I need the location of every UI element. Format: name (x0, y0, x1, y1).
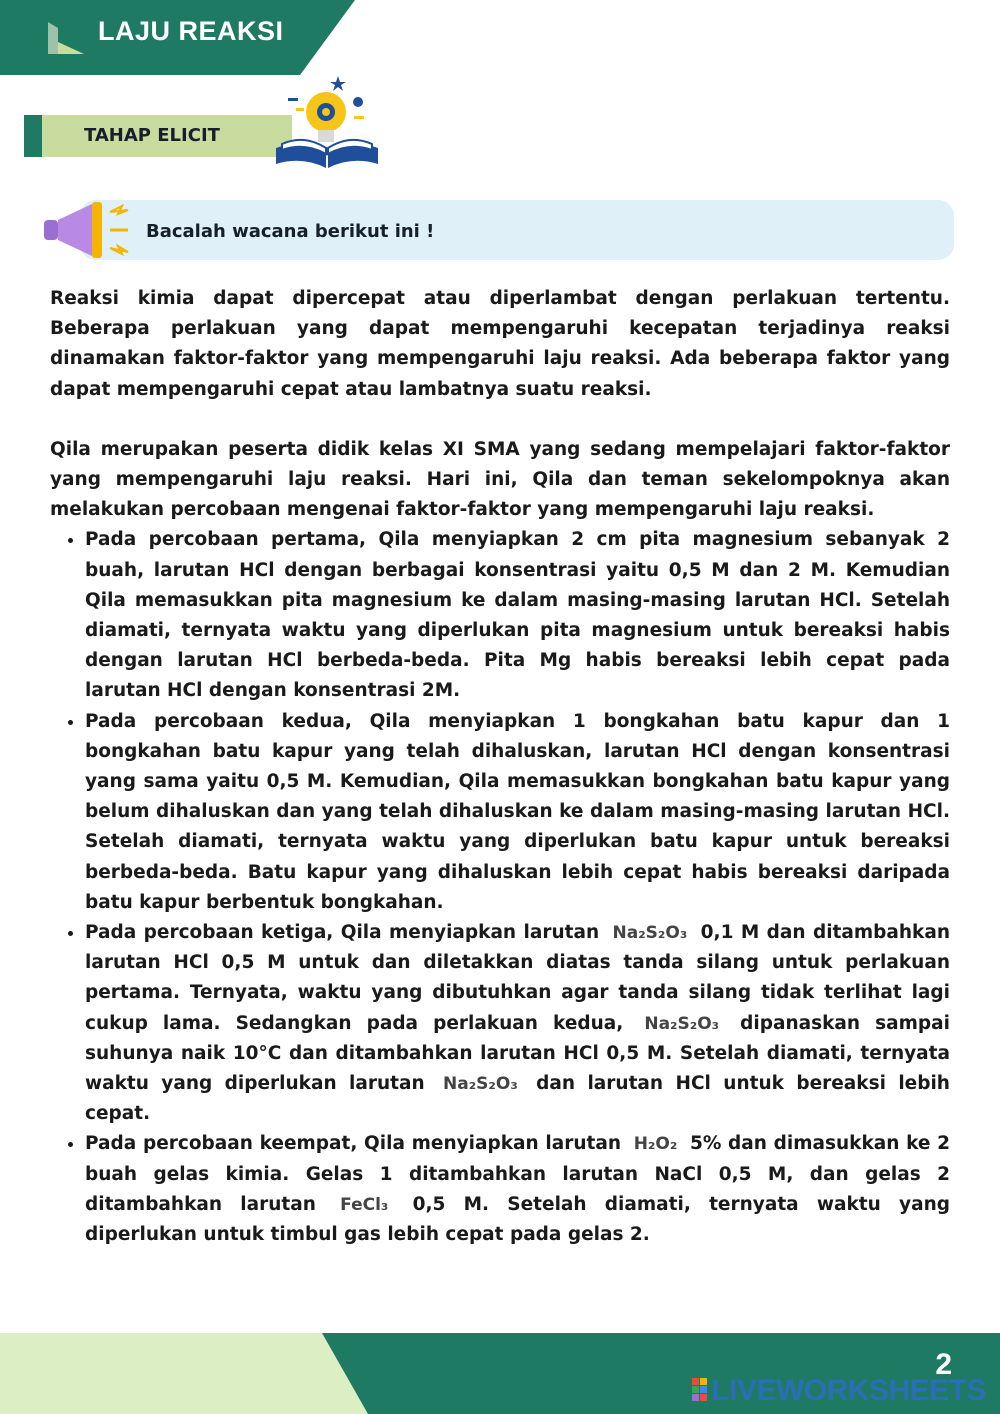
instruction-text: Bacalah wacana berikut ini ! (146, 221, 435, 242)
stage-bar (24, 115, 292, 157)
list-item-experiment-1: • Pada percobaan pertama, Qila menyiapkan 2 cm pita magnesium sebanyak 2 buah, larutan HCl dengan berbagai konsentrasi yaitu 0,5 M dan 2 M. Kemudian Qila memasukkan pita magnesium ke dalam masing-masing larutan HCl. Setelah diamati, ternyata waktu yang diperlukan pita magnesium untuk bereaksi habis dengan larutan HCl berbeda-beda. Pita Mg habis bereaksi lebih cepat pada larutan HCl dengan konsentrasi 2M. (85, 525, 950, 706)
experiment-3-text-2: 0,1 M dan ditambahkan larutan HCl 0,5 M untuk dan diletakkan diatas tanda silang untuk perlakuan pertama. Ternyata, waktu yang dibutuhkan agar tanda silang tidak terlihat lagi cukup lama. Sedangkan pada perlakuan kedua, (85, 922, 950, 1034)
list-item-experiment-3 (85, 918, 950, 1129)
formula-thiosulfate: Na₂S₂O₃ (644, 1013, 720, 1034)
formula-iron-chloride: FeCl₃ (340, 1194, 389, 1215)
experiment-list (50, 525, 950, 1250)
paragraph-intro: Reaksi kimia dapat dipercepat atau diperlambat dengan perlakuan tertentu. Beberapa perlakuan yang dapat mempengaruhi kecepatan terjadinya reaksi dinamakan faktor-faktor yang mempengaruhi laju reaksi. Ada beberapa faktor yang dapat mempengaruhi cepat atau lambatnya suatu reaksi. (50, 288, 950, 400)
stage-accent (24, 115, 42, 157)
list-item-experiment-4 (85, 1129, 950, 1250)
page-number: 2 (935, 1348, 952, 1381)
stage-label: TAHAP ELICIT (84, 125, 220, 146)
formula-thiosulfate: Na₂S₂O₃ (612, 923, 688, 944)
lightbulb-book-icon (268, 68, 386, 178)
experiment-3-text-4: dan larutan HCl untuk bereaksi lebih cepat. (85, 1073, 950, 1125)
megaphone-icon (40, 196, 140, 266)
experiment-3-text-1: Pada percobaan ketiga, Qila menyiapkan larutan (85, 922, 600, 944)
page-title: LAJU REAKSI (98, 16, 284, 46)
paragraph-context: Qila merupakan peserta didik kelas XI SMA yang sedang mempelajari faktor-faktor yang mempengaruhi laju reaksi. Hari ini, Qila dan teman sekelompoknya akan melakukan percobaan mengenai faktor-faktor yang mempengaruhi laju reaksi. (50, 438, 950, 521)
experiment-4-text-1: Pada percobaan keempat, Qila menyiapkan larutan (85, 1133, 621, 1155)
formula-hydrogen-peroxide: H₂O₂ (633, 1134, 678, 1155)
footer-brand[interactable]: LIVEWORKSHEETS (711, 1374, 986, 1407)
experiment-3-text-3: dipanaskan sampai suhunya naik 10°C dan ditambahkan larutan HCl 0,5 M. Setelah diamati, ternyata waktu yang diperlukan larutan (85, 1012, 950, 1095)
reading-passage (50, 284, 950, 1250)
list-item-experiment-2: • Pada percobaan kedua, Qila menyiapkan 1 bongkahan batu kapur dan 1 bongkahan batu kapur yang telah dihaluskan, larutan HCl dengan konsentrasi yang sama yaitu 0,5 M. Kemudian, Qila memasukkan bongkahan batu kapur yang belum dihaluskan dan yang telah dihaluskan ke dalam masing-masing larutan HCl. Setelah diamati, ternyata waktu yang diperlukan batu kapur untuk bereaksi berbeda-beda. Batu kapur yang dihaluskan lebih cepat habis bereaksi daripada batu kapur berbentuk bongkahan. (85, 707, 950, 918)
experiment-4-text-3: 0,5 M. Setelah diamati, ternyata waktu yang diperlukan untuk timbul gas lebih cepat pada gelas 2. (85, 1193, 950, 1246)
logo-icon (44, 18, 88, 58)
experiment-4-text-2: 5% dan dimasukkan ke 2 buah gelas kimia. Gelas 1 ditambahkan larutan NaCl 0,5 M, dan gelas 2 ditambahkan larutan (85, 1133, 950, 1215)
formula-thiosulfate: Na₂S₂O₃ (443, 1074, 518, 1095)
